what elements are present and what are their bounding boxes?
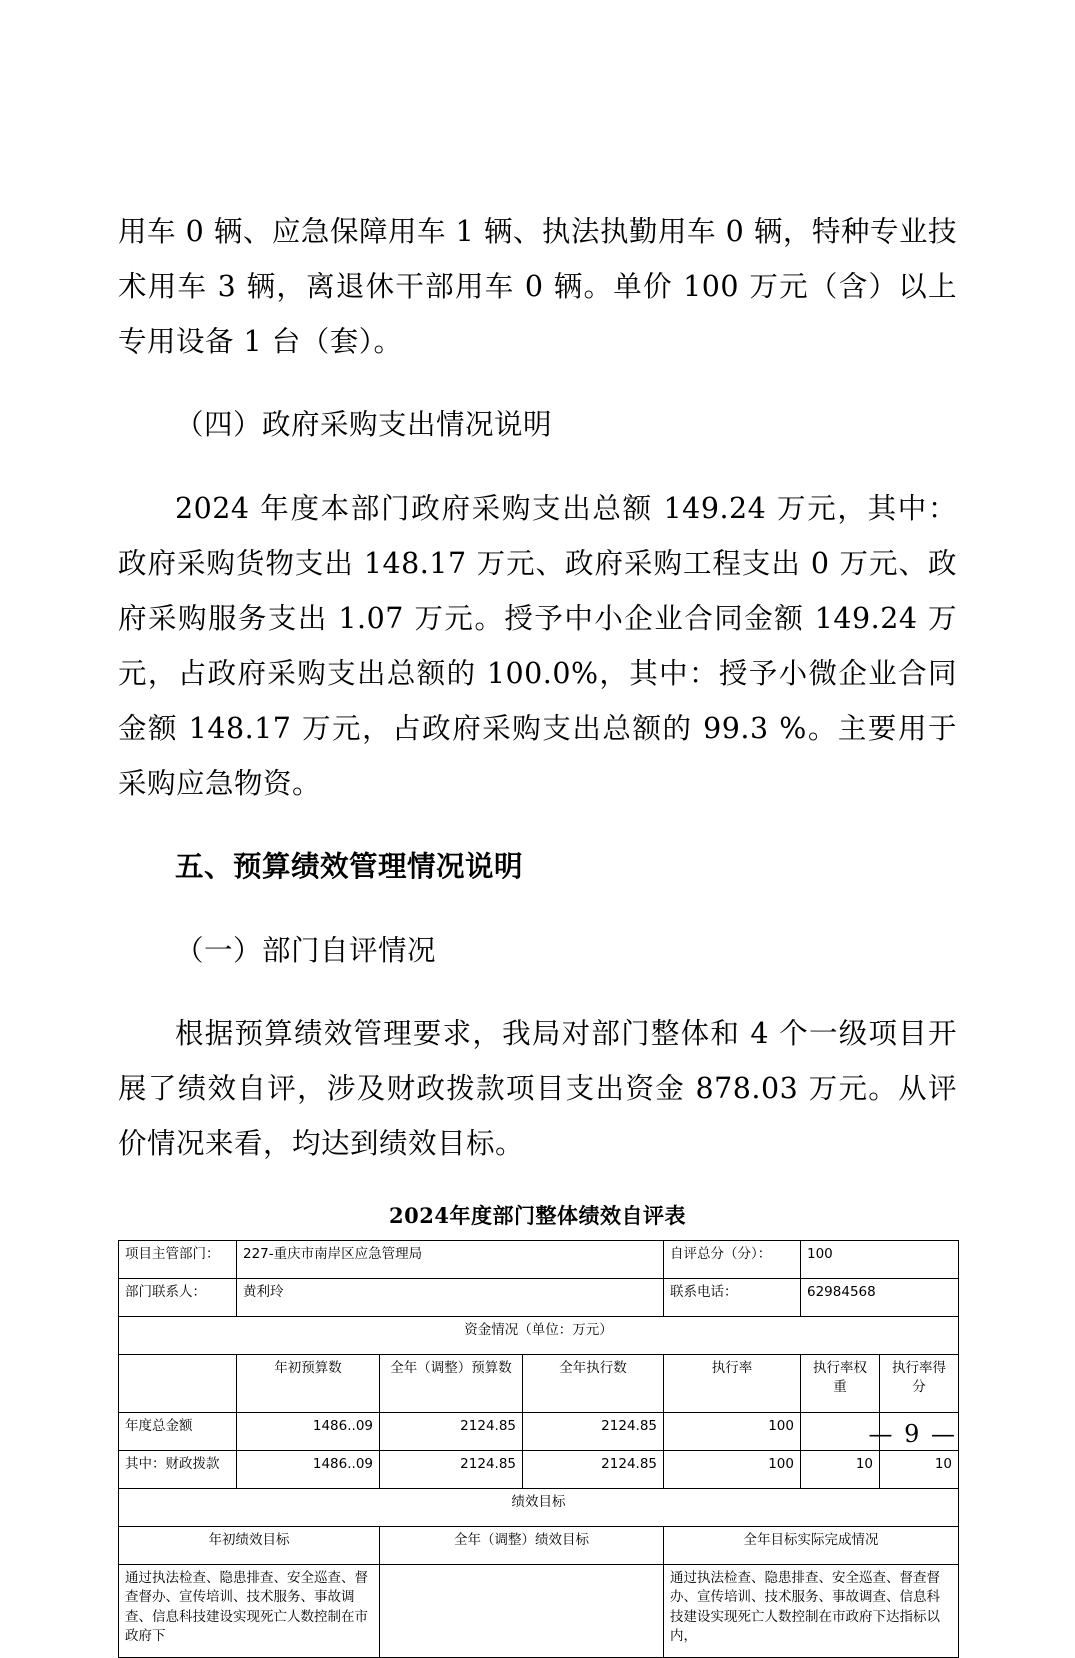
cell-goal-header-1: 全年（调整）绩效目标 — [380, 1526, 664, 1564]
cell-fund-row1-val4: 10 — [801, 1450, 880, 1488]
cell-fund-row0-val1: 2124.85 — [380, 1412, 523, 1450]
subsection-heading-self-eval: （一）部门自评情况 — [175, 933, 437, 967]
section-heading-procurement: （四）政府采购支出情况说明 — [175, 408, 553, 441]
table-row — [119, 1316, 959, 1354]
cell-fund-row0-name: 年度总金额 — [119, 1412, 237, 1450]
paragraph-vehicle-equipment: 用车 0 辆、应急保障用车 1 辆、执法执勤用车 0 辆，特种专业技术用车 3 辆，离退休干部用车 0 辆。单价 100 万元（含）以上专用设备 1 台（套）。 — [118, 214, 957, 358]
cell-score-label: 自评总分（分）： — [664, 1240, 801, 1278]
table-row — [119, 1564, 959, 1657]
table-row — [119, 1526, 959, 1564]
page-number: — 9 — — [868, 1420, 957, 1448]
paragraph-self-eval-detail: 根据预算绩效管理要求，我局对部门整体和 4 个一级项目开展了绩效自评，涉及财政拨款项目支出资金 878.03 万元。从评价情况来看，均达到绩效目标。 — [118, 1017, 957, 1160]
paragraph-procurement-detail: 2024 年度本部门政府采购支出总额 149.24 万元，其中：政府采购货物支出 148.17 万元、政府采购工程支出 0 万元、政府采购服务支出 1.07 万元。授予中小企业合同金额 149.24 万元，占政府采购支出总额的 100.0%，其中：授予小微企业合同金额 148.17 万元，占政府采购支出总额的 99.3 %。主要用于采购应急物资。 — [118, 491, 957, 800]
cell-fund-row0-val0: 1486..09 — [237, 1412, 380, 1450]
cell-contact-value: 黄利玲 — [237, 1278, 664, 1316]
cell-fund-header-6: 执行率得分 — [880, 1354, 959, 1412]
table-row — [119, 1278, 959, 1316]
cell-contact-label: 部门联系人： — [119, 1278, 237, 1316]
table-row — [119, 1450, 959, 1488]
cell-fund-row0-val2: 2124.85 — [523, 1412, 664, 1450]
table-row — [119, 1412, 959, 1450]
cell-fund-row1-val3: 100 — [664, 1450, 801, 1488]
cell-fund-row1-val0: 1486..09 — [237, 1450, 380, 1488]
cell-goal-header-0: 年初绩效目标 — [119, 1526, 380, 1564]
table-row — [119, 1488, 959, 1526]
cell-fund-row1-val2: 2124.85 — [523, 1450, 664, 1488]
table-title: 2024年度部门整体绩效自评表 — [389, 1202, 686, 1228]
cell-fund-header-2: 全年（调整）预算数 — [380, 1354, 523, 1412]
cell-fund-header-1: 年初预算数 — [237, 1354, 380, 1412]
cell-fund-section-title: 资金情况（单位：万元） — [119, 1316, 959, 1354]
cell-goal-initial: 通过执法检查、隐患排查、安全巡查、督查督办、宣传培训、技术服务、事故调查、信息科技建设实现死亡人数控制在市政府下 — [119, 1564, 380, 1657]
cell-fund-header-5: 执行率权重 — [801, 1354, 880, 1412]
cell-fund-header-4: 执行率 — [664, 1354, 801, 1412]
section-heading-performance: 五、预算绩效管理情况说明 — [175, 850, 524, 883]
cell-fund-row1-name: 其中：财政拨款 — [119, 1450, 237, 1488]
cell-phone-value: 62984568 — [801, 1278, 959, 1316]
table-row — [119, 1354, 959, 1412]
cell-fund-row1-val1: 2124.85 — [380, 1450, 523, 1488]
cell-phone-label: 联系电话： — [664, 1278, 801, 1316]
cell-fund-row0-val3: 100 — [664, 1412, 801, 1450]
cell-goal-section-title: 绩效目标 — [119, 1488, 959, 1526]
performance-self-evaluation-table — [118, 1240, 959, 1658]
cell-goal-actual: 通过执法检查、隐患排查、安全巡查、督查督办、宣传培训、技术服务、事故调查、信息科技建设实现死亡人数控制在市政府下达指标以内， — [664, 1564, 959, 1657]
cell-goal-header-2: 全年目标实际完成情况 — [664, 1526, 959, 1564]
table-row — [119, 1240, 959, 1278]
cell-fund-header-3: 全年执行数 — [523, 1354, 664, 1412]
cell-dept-value: 227-重庆市南岸区应急管理局 — [237, 1240, 664, 1278]
cell-score-value: 100 — [801, 1240, 959, 1278]
cell-fund-header-0 — [119, 1354, 237, 1412]
cell-dept-label: 项目主管部门： — [119, 1240, 237, 1278]
cell-fund-row1-val5: 10 — [880, 1450, 959, 1488]
cell-goal-adjusted — [380, 1564, 664, 1657]
